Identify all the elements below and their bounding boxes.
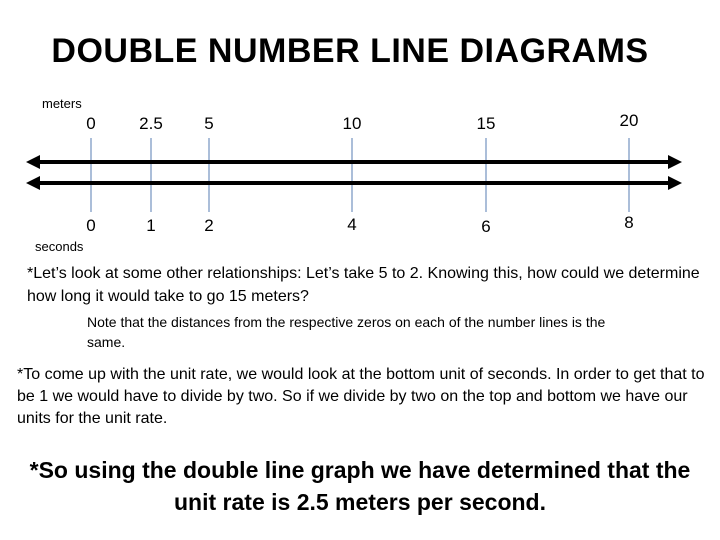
seconds-tick-label: 8: [624, 213, 634, 232]
meters-unit-label: meters: [42, 96, 82, 111]
right-arrow-icon: [668, 176, 682, 190]
left-arrow-icon: [26, 155, 40, 169]
right-arrow-icon: [668, 155, 682, 169]
meters-tick-label: 5: [204, 114, 214, 133]
meters-tick-label: 2.5: [139, 114, 163, 133]
left-arrow-icon: [26, 176, 40, 190]
page-title: DOUBLE NUMBER LINE DIAGRAMS: [51, 32, 649, 70]
meters-tick-label: 10: [342, 114, 362, 133]
seconds-tick-label: 0: [86, 216, 96, 235]
conclusion-text: *So using the double line graph we have determined that the unit rate is 2.5 meters per second.: [29, 457, 691, 515]
seconds-tick-label: 1: [146, 216, 156, 235]
seconds-tick-label: 4: [347, 215, 357, 234]
unit-rate-explanation-text: *To come up with the unit rate, we would look at the bottom unit of seconds. In order to get that to be 1 we would have to divide by two. So if we divide by two on the top and bottom we have our units for the unit rate.: [17, 366, 705, 427]
meters-tick-label: 20: [619, 111, 639, 130]
distance-note-text: Note that the distances from the respective zeros on each of the number lines is the same.: [87, 314, 606, 350]
seconds-tick-label: 2: [204, 216, 214, 235]
seconds-tick-label: 6: [481, 217, 491, 236]
seconds-unit-label: seconds: [35, 239, 84, 254]
meters-tick-label: 15: [476, 114, 496, 133]
meters-tick-label: 0: [86, 114, 96, 133]
relationship-question-text: *Let’s look at some other relationships: Let’s take 5 to 2. Knowing this, how could we determine how long it would take to go 15 meters?: [27, 265, 700, 305]
